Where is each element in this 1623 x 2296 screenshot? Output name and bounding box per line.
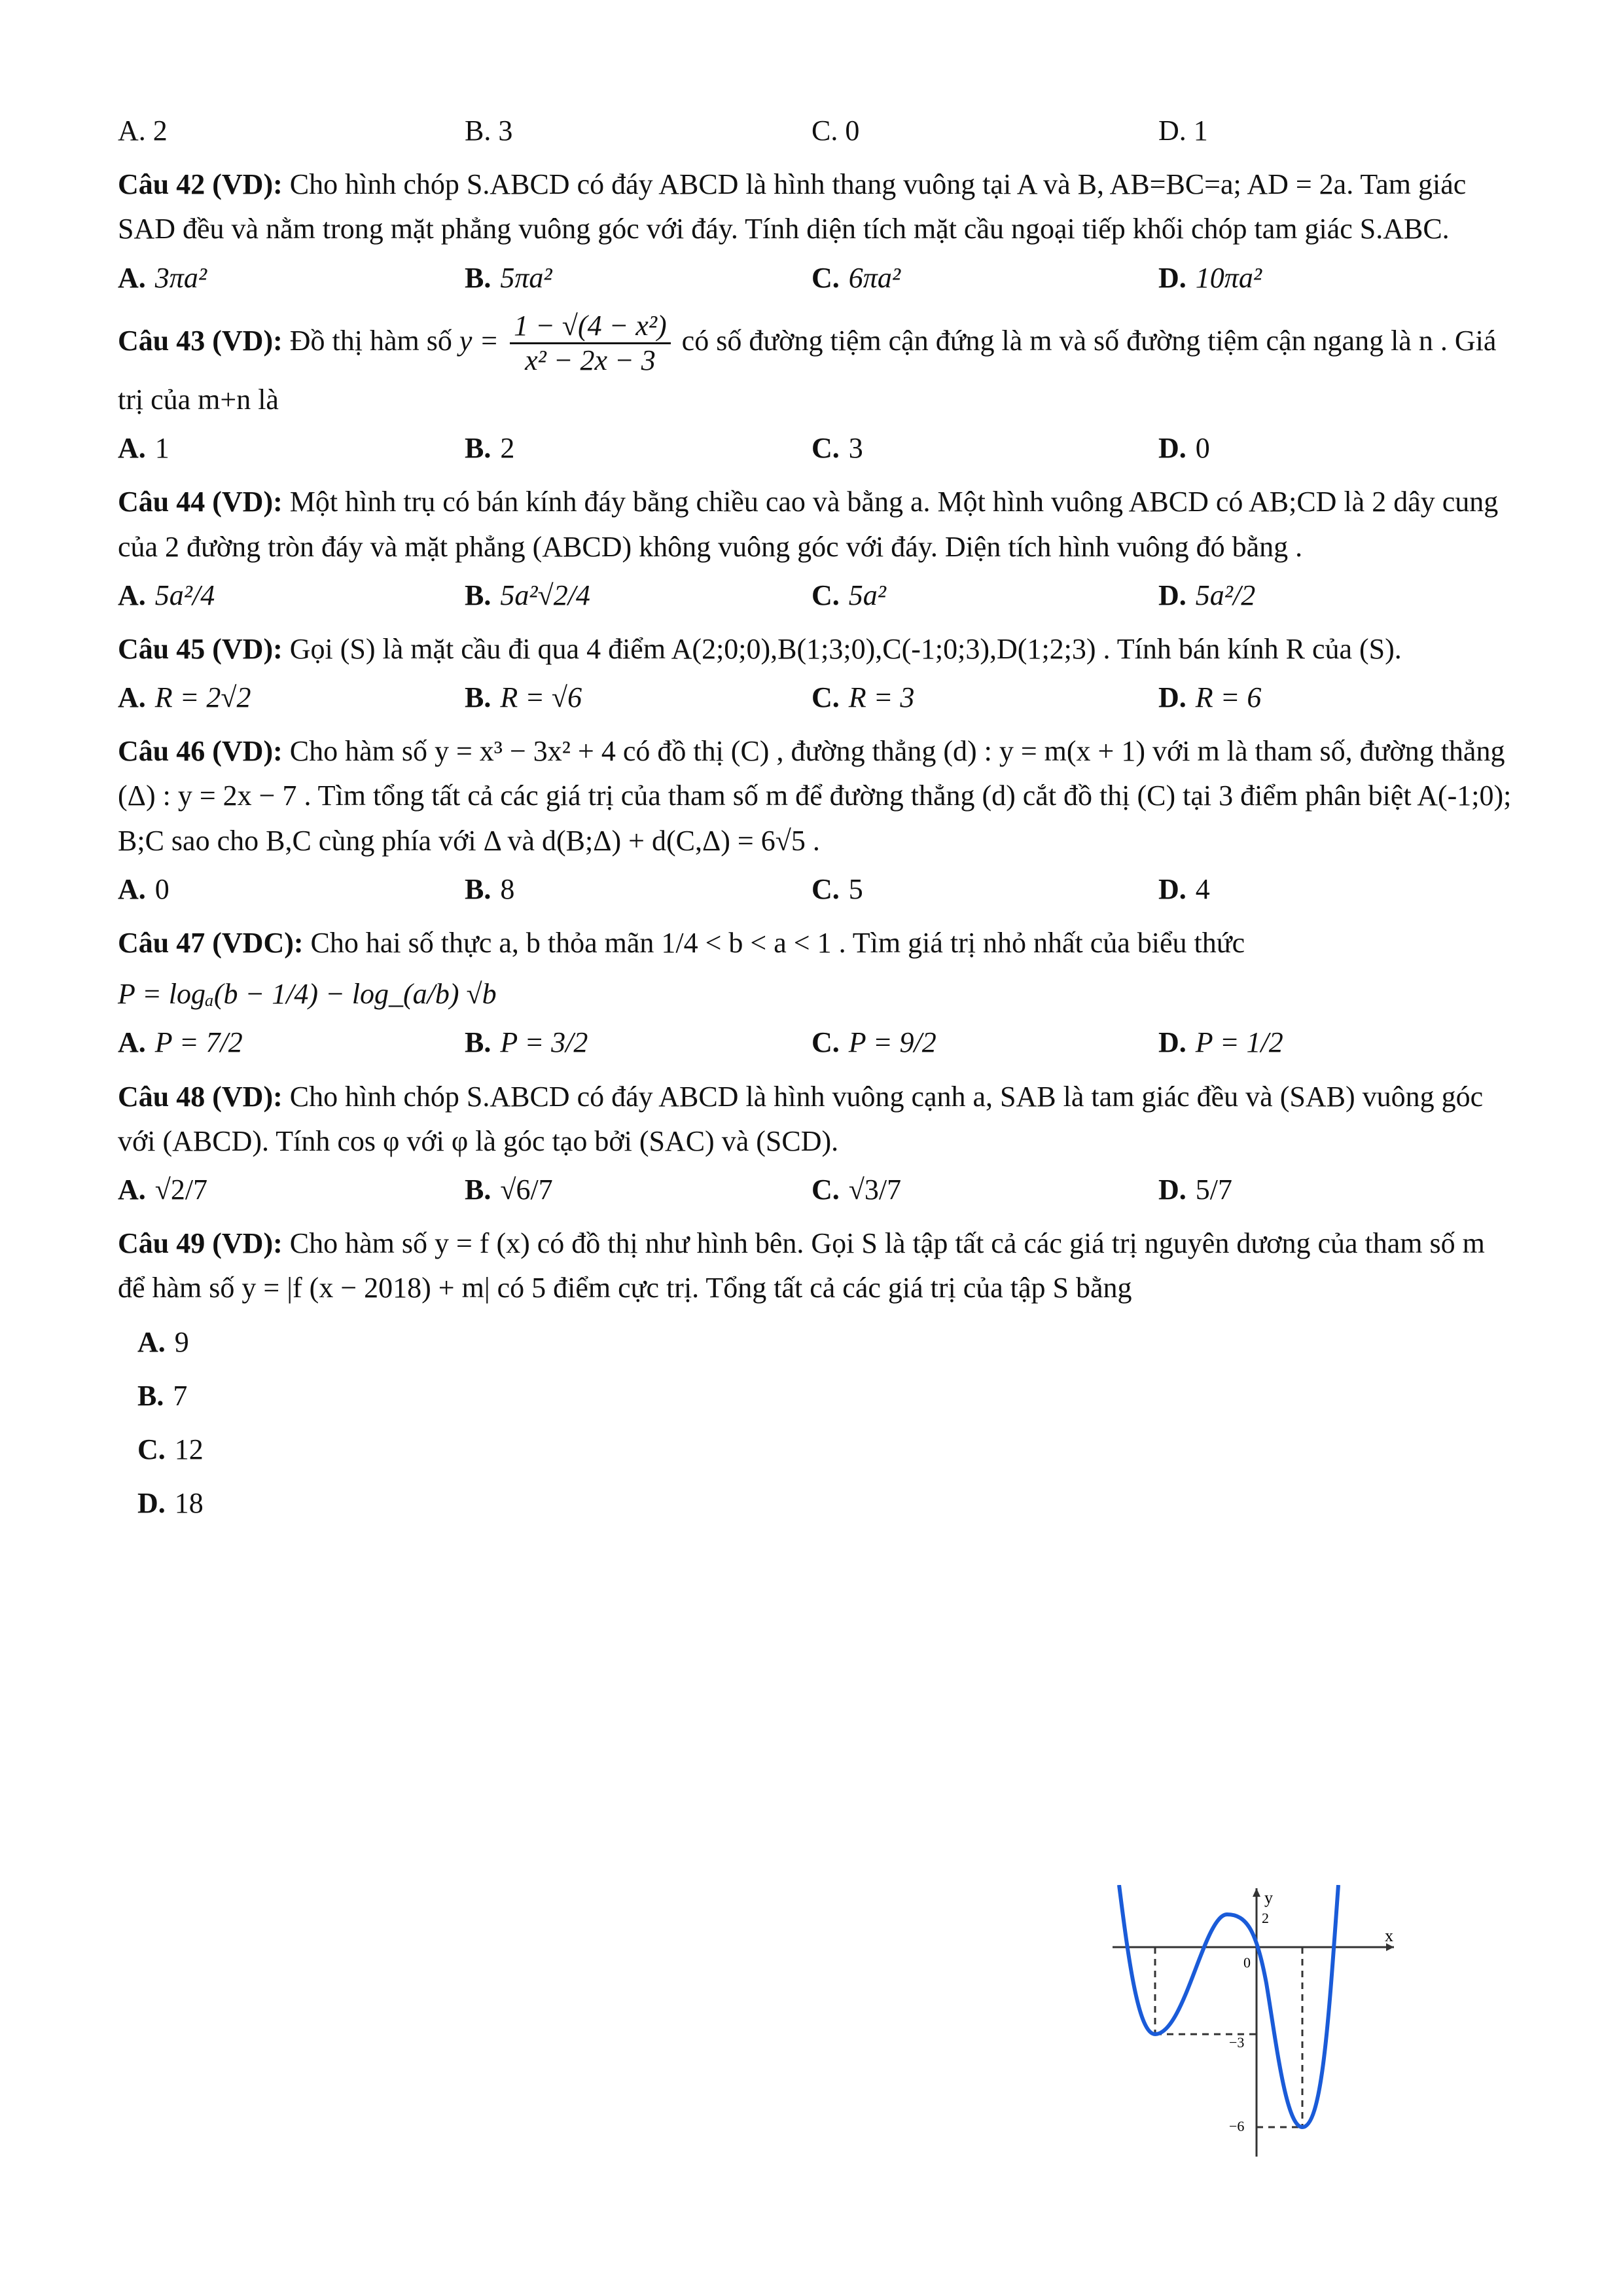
q41-option-d[interactable]: D. 1 bbox=[1158, 115, 1208, 147]
tick-minus-3: −3 bbox=[1229, 2034, 1245, 2051]
option-c[interactable]: C. 6πa² bbox=[812, 261, 901, 294]
option-b[interactable]: B. 5a²√2/4 bbox=[465, 579, 590, 611]
option-d[interactable]: D. 5/7 bbox=[1158, 1173, 1233, 1206]
question-46 bbox=[118, 729, 1512, 912]
function-graph bbox=[1113, 1885, 1400, 2160]
question-42 bbox=[118, 162, 1512, 300]
question-text: Cho hai số thực a, b thỏa mãn 1/4 < b < a < 1 . Tìm giá trị nhỏ nhất của biểu thức bbox=[310, 927, 1245, 959]
option-d[interactable]: D. 10πa² bbox=[1158, 261, 1262, 294]
option-b[interactable]: B. P = 3/2 bbox=[465, 1026, 588, 1059]
y-axis-label: y bbox=[1264, 1888, 1273, 1907]
option-a[interactable]: A. √2/7 bbox=[118, 1173, 208, 1206]
option-d[interactable]: D. 18 bbox=[137, 1487, 204, 1520]
option-a[interactable]: A. 3πa² bbox=[118, 261, 207, 294]
option-b[interactable]: B. 2 bbox=[465, 432, 515, 465]
tick-minus-6: −6 bbox=[1229, 2118, 1245, 2134]
question-text: Cho hàm số y = x³ − 3x² + 4 có đồ thị (C) , đường thẳng (d) : y = m(x + 1) với m là tham số, đường thẳng (Δ) : y = 2x − 7 . Tìm tổng tất cả các giá trị của tham số m để đường thẳng (d) cắt đồ thị (C) tại 3 điểm phân biệt A(-1;0); B;C sao cho B,C cùng phía với Δ và d(B;Δ) + d(C,Δ) = 6√5 . bbox=[118, 735, 1512, 857]
question-text: Cho hình chóp S.ABCD có đáy ABCD là hình vuông cạnh a, SAB là tam giác đều và (SAB) vuông góc với (ABCD). Tính cos φ với φ là góc tạo bởi (SAC) và (SCD). bbox=[118, 1080, 1484, 1157]
question-text: Cho hình chóp S.ABCD có đáy ABCD là hình thang vuông tại A và B, AB=BC=a; AD = 2a. Tam giác SAD đều và nằm trong mặt phẳng vuông góc với đáy. Tính diện tích mặt cầu ngoại tiếp khối chóp tam giác S.ABC. bbox=[118, 168, 1467, 245]
question-head: Câu 48 (VD): bbox=[118, 1080, 283, 1113]
option-a[interactable]: A. R = 2√2 bbox=[118, 681, 251, 714]
question-text: Một hình trụ có bán kính đáy bằng chiều cao và bằng a. Một hình vuông ABCD có AB;CD là 2 dây cung của 2 đường tròn đáy và mặt phẳng (ABCD) không vuông góc với đáy. Diện tích hình vuông đó bằng . bbox=[118, 486, 1499, 563]
y-axis-arrow bbox=[1253, 1888, 1260, 1897]
option-a[interactable]: A. 1 bbox=[118, 432, 169, 465]
question-head: Câu 42 (VD): bbox=[118, 168, 283, 201]
option-d[interactable]: D. 5a²/2 bbox=[1158, 579, 1256, 611]
option-c[interactable]: C. P = 9/2 bbox=[812, 1026, 936, 1059]
option-c[interactable]: C. 3 bbox=[812, 432, 863, 465]
question-head: Câu 47 (VDC): bbox=[118, 927, 304, 959]
question-text: Gọi (S) là mặt cầu đi qua 4 điểm A(2;0;0),B(1;3;0),C(-1;0;3),D(1;2;3) . Tính bán kính R của (S). bbox=[289, 632, 1402, 665]
question-head: Câu 46 (VD): bbox=[118, 735, 283, 768]
q41-options bbox=[118, 109, 1512, 153]
question-head: Câu 43 (VD): bbox=[118, 324, 283, 357]
question-pre: Đồ thị hàm số bbox=[289, 324, 452, 357]
question-44 bbox=[118, 480, 1512, 618]
question-43: Câu 43 (VD): Đồ thị hàm số y = $\frac{\text{1 − √(4 − x²)}}{\text{x² − 2x − 3}}$ có số đường tiệm cận đứng là m và số đường tiệm cận ngang là n . Giá trị của m+n là A. 1 B. 2 C. 3 D. 0 bbox=[118, 310, 1512, 471]
q41-option-a[interactable]: A. 2 bbox=[118, 115, 168, 147]
question-45 bbox=[118, 627, 1512, 720]
function-curve bbox=[1119, 1885, 1338, 2127]
tick-2: 2 bbox=[1262, 1910, 1269, 1926]
question-post: có số đường tiệm cận đứng là m và số đường tiệm cận ngang là n . Giá trị của m+n là bbox=[118, 324, 1497, 416]
question-48 bbox=[118, 1075, 1512, 1213]
question-text: Cho hàm số y = f (x) có đồ thị như hình bên. Gọi S là tập tất cả các giá trị nguyên dương của tham số m để hàm số y = |f (x − 2018) + m| có 5 điểm cực trị. Tổng tất cả các giá trị của tập S bằng bbox=[118, 1227, 1485, 1304]
option-c[interactable]: C. 5 bbox=[812, 872, 863, 905]
q41-option-c[interactable]: C. 0 bbox=[812, 115, 860, 147]
question-formula: P = logₐ(b − 1/4) − log_(a/b) √b bbox=[118, 978, 497, 1011]
option-d[interactable]: D. 0 bbox=[1158, 432, 1210, 465]
option-b[interactable]: B. 8 bbox=[465, 872, 515, 905]
option-c[interactable]: C. 12 bbox=[137, 1433, 204, 1465]
option-a[interactable]: A. 0 bbox=[118, 872, 169, 905]
option-d[interactable]: D. R = 6 bbox=[1158, 681, 1262, 714]
q41-option-b[interactable]: B. 3 bbox=[465, 115, 513, 147]
exam-page bbox=[118, 105, 1512, 1535]
option-b[interactable]: B. R = √6 bbox=[465, 681, 582, 714]
tick-0: 0 bbox=[1243, 1954, 1251, 1971]
option-c[interactable]: C. √3/7 bbox=[812, 1173, 902, 1206]
question-head: Câu 44 (VD): bbox=[118, 486, 283, 518]
formula-fraction: $\frac{\text{1 − √(4 − x²)}}{\text{x² − 2x − 3}}$ bbox=[510, 310, 671, 378]
option-c[interactable]: C. 5a² bbox=[812, 579, 886, 611]
option-d[interactable]: D. 4 bbox=[1158, 872, 1210, 905]
option-a[interactable]: A. 9 bbox=[137, 1325, 189, 1358]
option-a[interactable]: A. 5a²/4 bbox=[118, 579, 215, 611]
option-b[interactable]: B. √6/7 bbox=[465, 1173, 553, 1206]
question-head: Câu 45 (VD): bbox=[118, 632, 283, 665]
question-49 bbox=[118, 1221, 1512, 1526]
question-head: Câu 49 (VD): bbox=[118, 1227, 283, 1260]
x-axis-label: x bbox=[1385, 1926, 1393, 1945]
option-a[interactable]: A. P = 7/2 bbox=[118, 1026, 243, 1059]
option-b[interactable]: B. 7 bbox=[137, 1379, 188, 1412]
option-b[interactable]: B. 5πa² bbox=[465, 261, 552, 294]
question-47 bbox=[118, 921, 1512, 1066]
option-d[interactable]: D. P = 1/2 bbox=[1158, 1026, 1283, 1059]
option-c[interactable]: C. R = 3 bbox=[812, 681, 915, 714]
